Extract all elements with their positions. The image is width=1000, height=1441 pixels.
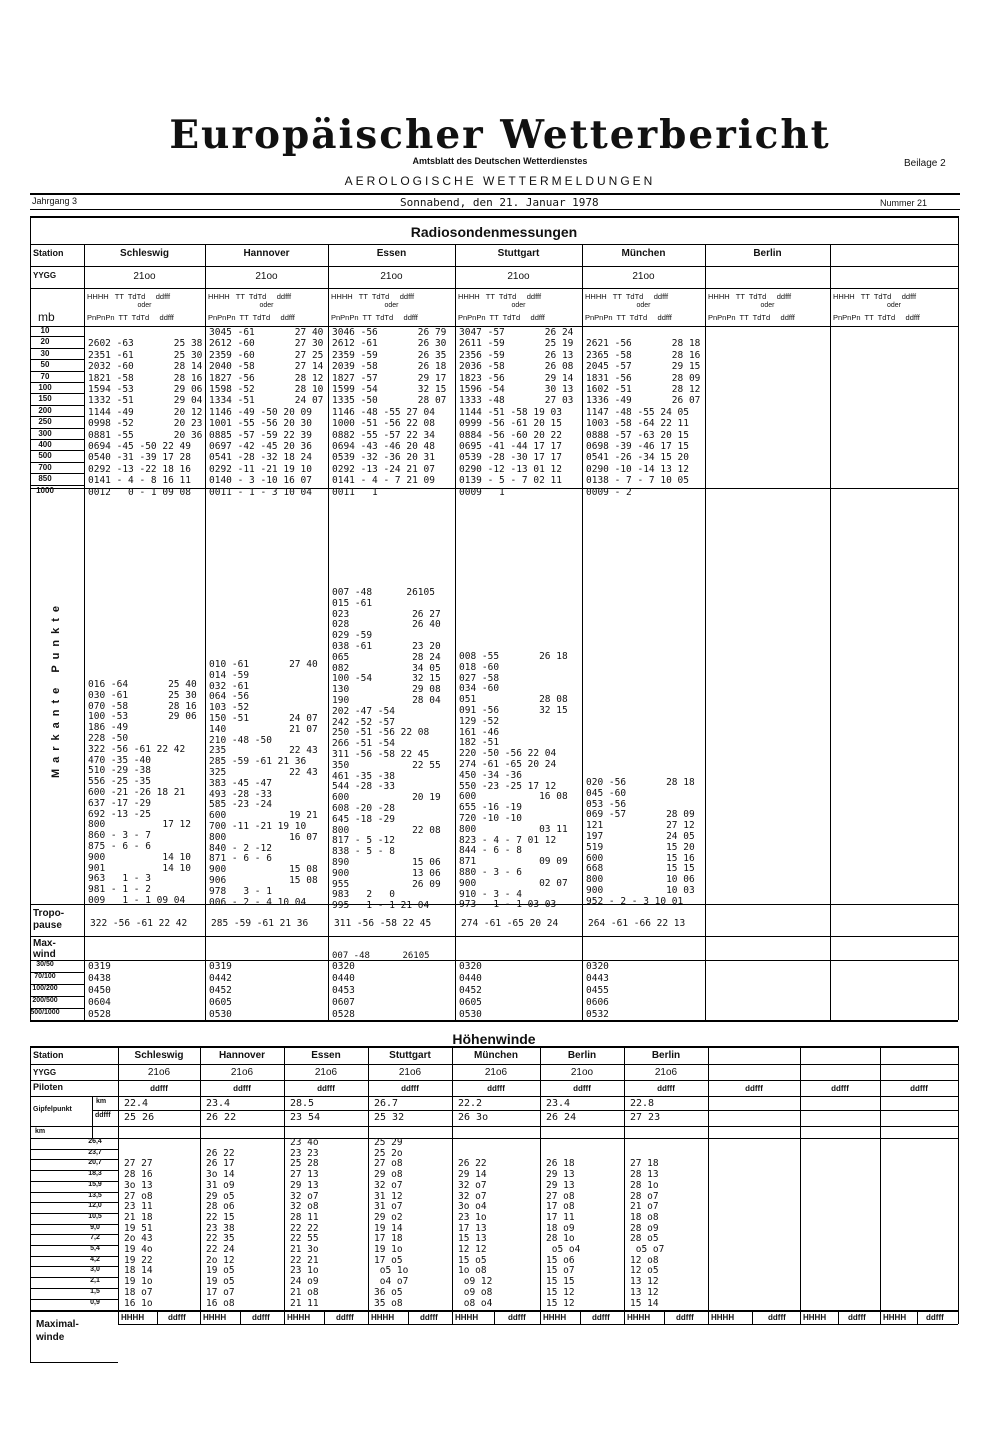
max-hhhh-head: HHHH xyxy=(455,1313,479,1322)
max-sub-line xyxy=(838,1310,839,1324)
height-wind-values: 26 22 29 14 32 o7 32 o7 3o o4 23 1o 17 13 15 13 12 12 15 o5 1o o8 o9 12 o9 o8 o8 o4 xyxy=(458,1158,493,1309)
hw-row-line xyxy=(30,1138,958,1139)
gipfel-km-value: 22.8 xyxy=(630,1098,655,1109)
maximal-winde-label: Maximal- winde xyxy=(36,1319,79,1343)
height-wind-values: 27 18 28 13 28 1o 28 o7 21 o7 18 o8 28 o9 28 o5 o5 o7 12 o8 12 o5 13 12 13 12 15 14 xyxy=(630,1158,665,1309)
wind-layer-label: 30/50 xyxy=(36,961,54,968)
max-sub-line xyxy=(917,1310,918,1324)
radio-frame-bottom xyxy=(30,1020,958,1022)
tropopause-value: 322 -56 -61 22 42 xyxy=(90,918,188,929)
upper-winds-title: Höhenwinde xyxy=(452,1031,536,1047)
column-head: PnPnPn TT TdTd ddfff xyxy=(833,313,920,322)
standard-level-values: 3045 -61 27 40 2612 -60 27 30 2359 -60 27 25 2040 -58 27 14 1827 -56 28 12 1598 -52 28 10 1334 -51 24 07 1146 -49 -50 20 09 1001 -55 -56 20 30 0885 -57 -59 22 39 0697 -42 -45 20 36 0541 -28 -32 18 24 0292 -11 -21 19 10 0140 - 3 -10 16 07 0011 - 1 - 3 10 04 xyxy=(209,327,324,498)
pressure-level: 500 xyxy=(38,451,52,461)
station-name: Stuttgart xyxy=(497,248,540,259)
piloten-ddfff-head: ddfff xyxy=(831,1084,849,1093)
km-level: 10,5 xyxy=(88,1212,102,1220)
hw-station-name: München xyxy=(474,1050,518,1061)
column-head-oder: oder xyxy=(511,302,526,309)
piloten-label: Piloten xyxy=(33,1082,64,1092)
pressure-level: 200 xyxy=(38,405,52,415)
column-head-oder: oder xyxy=(384,302,399,309)
column-head-oder: oder xyxy=(259,302,274,309)
max-hhhh-head: HHHH xyxy=(371,1313,395,1322)
wind-layer-values: 0319 0442 0452 0605 0530 xyxy=(209,961,232,1020)
max-ddfff-head: ddfff xyxy=(420,1313,438,1322)
pressure-level: 70 xyxy=(40,371,50,381)
max-ddfff-head: ddfff xyxy=(676,1313,694,1322)
radio-col-line xyxy=(205,244,206,1020)
max-hhhh-head: HHHH xyxy=(287,1313,311,1322)
radio-title: Radiosondenmessungen xyxy=(410,224,578,240)
mb-label: mb xyxy=(38,310,55,324)
km-level: 2,1 xyxy=(90,1277,100,1285)
pressure-level: 100 xyxy=(38,383,52,392)
yygg-value: 21oo xyxy=(507,271,530,282)
wind-layer-label: 100/200 xyxy=(32,985,58,992)
column-head: HHHH TT TdTd ddfff xyxy=(87,292,171,301)
column-head: PnPnPn TT TdTd ddfff xyxy=(87,313,174,322)
station-name: Berlin xyxy=(753,248,782,259)
km-level: 5,4 xyxy=(90,1245,100,1252)
wind-layer-label: 500/1000 xyxy=(30,1009,60,1016)
max-ddfff-head: ddfff xyxy=(848,1313,866,1322)
pressure-level: 150 xyxy=(38,394,52,404)
max-sub-line xyxy=(157,1310,158,1324)
radio-row-line xyxy=(30,244,958,245)
hw-sub-line xyxy=(92,1096,93,1138)
standard-level-values: 3047 -57 26 24 2611 -59 25 19 2356 -59 26 13 2036 -58 26 08 1823 -56 29 14 1596 -54 30 13 1333 -48 27 03 1144 -51 -58 19 03 0999 -56 -61 20 15 0884 -56 -60 20 22 0695 -41 -44 17 17 0539 -28 -30 17 17 0290 -12 -13 01 12 0139 - 5 - 7 02 11 0009 1 xyxy=(459,327,574,498)
radio-col-line xyxy=(455,244,456,1020)
header-rule xyxy=(30,193,960,195)
hw-station-name: Berlin xyxy=(651,1050,681,1061)
radio-frame-top xyxy=(30,216,958,218)
max-ddfff-head: ddfff xyxy=(592,1313,610,1322)
max-ddfff-head: ddfff xyxy=(168,1313,186,1322)
max-hhhh-head: HHHH xyxy=(627,1313,651,1322)
tropopause-value: 274 -61 -65 20 24 xyxy=(461,918,559,929)
piloten-ddfff-head: ddfff xyxy=(233,1084,251,1093)
hw-station-name: Schleswig xyxy=(134,1050,184,1061)
km-level: 12,0 xyxy=(88,1202,102,1210)
significant-points-label: Markante Punkte xyxy=(50,600,62,779)
gipfel-km-label: km xyxy=(96,1098,107,1105)
piloten-ddfff-head: ddfff xyxy=(317,1084,335,1093)
pressure-level: 400 xyxy=(38,440,52,449)
hw-yygg-value: 21o6 xyxy=(314,1067,338,1078)
height-wind-values: 26 18 29 13 29 13 27 o8 17 o8 17 11 18 o9 28 1o o5 o4 15 o6 15 o7 15 15 15 12 15 12 xyxy=(546,1158,581,1309)
publisher-line: Amtsblatt des Deutschen Wetterdienstes xyxy=(412,156,588,166)
column-head: HHHH TT TdTd ddfff xyxy=(331,292,415,301)
km-level: 7,2 xyxy=(90,1234,100,1242)
gipfel-ddfff-value: 25 26 xyxy=(124,1112,155,1123)
km-level: 0,9 xyxy=(90,1298,100,1306)
pressure-level: 1000 xyxy=(36,485,54,495)
hw-row-line xyxy=(30,1064,958,1065)
hw-station-name: Stuttgart xyxy=(389,1050,431,1061)
radio-frame-right xyxy=(958,216,959,1020)
header-rule-2 xyxy=(30,209,960,210)
km-level: 1,5 xyxy=(90,1287,100,1295)
column-head: PnPnPn TT TdTd ddfff xyxy=(708,313,795,322)
max-sub-line xyxy=(580,1310,581,1324)
column-head: HHHH TT TdTd ddfff xyxy=(585,292,669,301)
piloten-ddfff-head: ddfff xyxy=(487,1084,505,1093)
pressure-level: 20 xyxy=(40,337,50,347)
gipfel-km-value: 22.4 xyxy=(124,1098,149,1109)
max-ddfff-head: ddfff xyxy=(336,1313,354,1322)
yygg-value: 21oo xyxy=(632,271,655,282)
piloten-ddfff-head: ddfff xyxy=(910,1084,928,1093)
yygg-value: 21oo xyxy=(380,271,403,282)
hw-row-line xyxy=(118,1324,958,1325)
issue-date: Sonnabend, den 21. Januar 1978 xyxy=(400,196,599,209)
radio-row-line xyxy=(30,960,958,961)
km-level: 26,4 xyxy=(88,1138,102,1145)
km-level: 15,9 xyxy=(88,1180,102,1188)
gipfel-ddfff-value: 26 24 xyxy=(546,1112,577,1123)
hw-station-name: Essen xyxy=(311,1050,341,1061)
yygg-value: 21oo xyxy=(255,271,278,282)
km-level: 18,3 xyxy=(88,1170,102,1178)
hw-row-line xyxy=(30,1080,958,1081)
radio-col-line xyxy=(705,244,706,1020)
km-level: 3,0 xyxy=(90,1266,100,1274)
max-ddfff-head: ddfff xyxy=(252,1313,270,1322)
km-level: 9,0 xyxy=(90,1223,100,1231)
column-head-oder: oder xyxy=(636,302,651,309)
hw-yygg-value: 21o6 xyxy=(147,1067,171,1078)
gipfel-ddfff-value: 27 23 xyxy=(630,1112,661,1123)
max-hhhh-head: HHHH xyxy=(803,1313,827,1322)
max-sub-line xyxy=(752,1310,753,1324)
max-sub-line xyxy=(664,1310,665,1324)
km-header-label: km xyxy=(35,1128,46,1135)
hw-yygg-value: 21o6 xyxy=(230,1067,254,1078)
max-hhhh-head: HHHH xyxy=(711,1313,735,1322)
column-head: PnPnPn TT TdTd ddfff xyxy=(458,313,545,322)
station-name: Essen xyxy=(376,248,407,259)
radio-row-line xyxy=(30,266,958,267)
km-level: 20,7 xyxy=(88,1159,102,1167)
height-wind-values: 25 29 25 2o 27 o8 29 o8 32 o7 31 12 31 o7 29 o2 19 14 17 18 19 1o 17 o5 o5 1o o4 o7 36 o5 35 o8 xyxy=(374,1137,409,1309)
standard-level-values: 2621 -56 28 18 2365 -58 28 16 2045 -57 29 15 1831 -56 28 09 1602 -51 28 12 1336 -49 26 07 1147 -48 -55 24 05 1003 -58 -64 22 11 0888 -57 -63 20 15 0698 -39 -46 17 15 0541 -26 -34 15 20 0290 -10 -14 13 12 0138 - 7 - 7 10 05 0009 - 2 xyxy=(586,338,701,498)
station-label: Station xyxy=(33,248,64,258)
wind-layer-label: 200/500 xyxy=(32,997,58,1004)
standard-level-values: 3046 -56 26 79 2612 -61 26 30 2359 -59 26 35 2039 -58 26 18 1827 -57 29 17 1599 -54 32 15 1335 -50 28 07 1146 -48 -55 27 04 1000 -51 -56 22 08 0882 -55 -57 22 34 0694 -43 -46 20 48 0539 -32 -36 20 31 0292 -13 -24 21 07 0141 - 4 - 7 21 09 0011 1 xyxy=(332,327,447,498)
column-head: HHHH TT TdTd ddfff xyxy=(208,292,292,301)
max-hhhh-head: HHHH xyxy=(121,1313,145,1322)
hw-yygg-value: 21o6 xyxy=(398,1067,422,1078)
significant-levels: 010 -61 27 40 014 -59 032 -61 064 -56 103 -52 150 -51 24 07 140 21 07 210 -48 -50 235 22 43 285 -59 -61 21 36 325 22 43 383 -45 -47 493 -28 -33 585 -23 -24 600 19 21 700 -11 -21 19 10 800 16 07 840 - 2 -12 871 - 6 - 6 900 15 08 906 15 08 978 3 - 1 006 - 2 - 4 10 04 xyxy=(209,659,318,908)
hw-station-label: Station xyxy=(33,1050,64,1060)
station-name: Schleswig xyxy=(120,248,169,259)
hw-frame-left xyxy=(30,1046,31,1362)
piloten-ddfff-head: ddfff xyxy=(745,1084,763,1093)
km-level: 4,2 xyxy=(90,1255,100,1263)
tropopause-value: 285 -59 -61 21 36 xyxy=(211,918,309,929)
hw-station-name: Hannover xyxy=(218,1050,266,1061)
gipfel-label: Gipfelpunkt xyxy=(33,1106,72,1113)
hw-row-line xyxy=(30,1096,958,1097)
wind-layer-values: 0320 0440 0452 0605 0530 xyxy=(459,961,482,1020)
gipfel-ddfff-value: 23 54 xyxy=(290,1112,321,1123)
hw-frame-top xyxy=(30,1046,958,1048)
radio-col-line xyxy=(84,244,85,1020)
piloten-ddfff-head: ddfff xyxy=(657,1084,675,1093)
significant-levels: 020 -56 28 18 045 -60 053 -56 069 -57 28 09 121 27 12 197 24 05 519 15 20 600 15 16 668 15 15 800 10 06 900 10 03 952 - 2 - 3 10 01 xyxy=(586,777,695,907)
gipfel-km-value: 23.4 xyxy=(546,1098,571,1109)
radio-col-line xyxy=(328,244,329,1020)
gipfel-ddfff-value: 25 32 xyxy=(374,1112,405,1123)
radio-col-line xyxy=(582,244,583,1020)
column-head: PnPnPn TT TdTd ddfff xyxy=(331,313,418,322)
max-hhhh-head: HHHH xyxy=(543,1313,567,1322)
significant-levels: 008 -55 26 18 018 -60 027 -58 034 -60 051 28 08 091 -56 32 15 129 -52 161 -46 182 -51 220 -50 -56 22 04 274 -61 -65 20 24 450 -34 -36 550 -23 -25 17 12 600 16 08 655 -16 -19 720 -10 -10 800 03 11 823 - 4 - 7 01 12 844 - 6 - 8 871 09 09 880 - 3 - 6 900 02 07 910 - 3 - 4 973 1 - 1 03 03 xyxy=(459,651,568,911)
max-sub-line xyxy=(240,1310,241,1324)
wind-layer-values: 0320 0443 0455 0606 0532 xyxy=(586,961,609,1020)
yygg-label: YYGG xyxy=(33,271,57,280)
piloten-ddfff-head: ddfff xyxy=(401,1084,419,1093)
gipfel-km-value: 28.5 xyxy=(290,1098,315,1109)
section-title: AEROLOGISCHE WETTERMELDUNGEN xyxy=(344,174,656,188)
standard-level-values: 2602 -63 25 38 2351 -61 25 30 2032 -60 28 14 1821 -58 28 16 1594 -53 29 06 1332 -51 29 04 1144 -49 20 12 0998 -52 20 23 0881 -55 20 36 0694 -45 -50 22 49 0540 -31 -39 17 28 0292 -13 -22 18 16 0141 - 4 - 8 16 11 0012 0 - 1 09 08 xyxy=(88,338,203,498)
pressure-level: 850 xyxy=(38,474,52,484)
hw-yygg-value: 21o6 xyxy=(484,1067,508,1078)
max-ddfff-head: ddfff xyxy=(768,1313,786,1322)
height-wind-values: 27 27 28 16 3o 13 27 o8 23 11 21 18 19 51 2o 43 19 4o 19 22 18 14 19 1o 18 o7 16 1o xyxy=(124,1158,153,1309)
gipfel-km-value: 23.4 xyxy=(206,1098,231,1109)
piloten-ddfff-head: ddfff xyxy=(150,1084,168,1093)
gipfel-km-value: 22.2 xyxy=(458,1098,483,1109)
hw-yygg-value: 21oo xyxy=(570,1067,594,1078)
tropopause-label: Tropo- pause xyxy=(33,908,65,931)
radio-row-line xyxy=(30,288,958,289)
hw-yygg-value: 21o6 xyxy=(654,1067,678,1078)
pressure-level: 300 xyxy=(38,428,52,438)
hw-frame-right xyxy=(958,1046,959,1324)
km-level: 13,5 xyxy=(88,1191,102,1199)
radio-col-line xyxy=(830,244,831,1020)
max-sub-line xyxy=(494,1310,495,1324)
gipfel-ddfff-value: 26 3o xyxy=(458,1112,489,1123)
station-name: München xyxy=(621,248,666,259)
supplement-label: Beilage 2 xyxy=(904,158,946,169)
station-name: Hannover xyxy=(243,248,290,259)
height-wind-values: 23 4o 23 23 25 28 27 13 29 13 32 o7 32 o8 28 11 22 22 22 55 21 3o 22 21 23 1o 24 o9 21 o8 21 11 xyxy=(290,1137,319,1309)
wind-layer-label: 70/100 xyxy=(34,973,56,980)
gipfel-ddfff-value: 26 22 xyxy=(206,1112,237,1123)
gipfel-km-value: 26.7 xyxy=(374,1098,399,1109)
pressure-level: 50 xyxy=(40,360,50,370)
piloten-ddfff-head: ddfff xyxy=(573,1084,591,1093)
max-ddfff-head: ddfff xyxy=(926,1313,944,1322)
km-level: 23,7 xyxy=(88,1148,102,1156)
page-title: Europäischer Wetterbericht xyxy=(169,112,831,158)
tropopause-value: 264 -61 -66 22 13 xyxy=(588,918,686,929)
column-head: PnPnPn TT TdTd ddfff xyxy=(585,313,672,322)
volume-label: Jahrgang 3 xyxy=(32,196,78,206)
wind-layer-values: 0320 0440 0453 0607 0528 xyxy=(332,961,355,1020)
maxwind-value: 007 -48 26105 xyxy=(332,951,430,961)
column-head: PnPnPn TT TdTd ddfff xyxy=(208,313,295,322)
pressure-level: 700 xyxy=(38,462,52,472)
max-hhhh-head: HHHH xyxy=(203,1313,227,1322)
height-wind-values: 26 22 26 17 3o 14 31 o9 29 o5 28 o6 22 15 23 38 22 35 22 24 2o 12 19 o5 19 o5 17 o7 16 o8 xyxy=(206,1147,235,1309)
maxwind-label: Max- wind xyxy=(33,938,56,960)
max-sub-line xyxy=(324,1310,325,1324)
column-head: HHHH TT TdTd ddfff xyxy=(458,292,542,301)
pressure-level: 10 xyxy=(40,326,50,335)
hw-yygg-label: YYGG xyxy=(33,1068,57,1077)
max-ddfff-head: ddfff xyxy=(508,1313,526,1322)
column-head: HHHH TT TdTd ddfff xyxy=(833,292,917,301)
column-head-oder: oder xyxy=(886,302,901,309)
pressure-level: 250 xyxy=(38,417,52,427)
wind-layer-values: 0319 0438 0450 0604 0528 xyxy=(88,961,111,1020)
hw-row-line xyxy=(30,1126,958,1127)
hw-frame-bottom xyxy=(30,1362,118,1363)
hw-station-name: Berlin xyxy=(567,1050,597,1061)
column-head: HHHH TT TdTd ddfff xyxy=(708,292,792,301)
significant-levels: 016 -64 25 40 030 -61 25 30 070 -58 28 16 100 -53 29 06 186 -49 228 -50 322 -56 -61 22 42 470 -35 -40 510 -29 -38 556 -25 -35 600 -21 -26 18 21 637 -17 -29 692 -13 -25 800 17 12 860 - 3 - 7 875 - 6 - 6 900 14 10 901 14 10 963 1 - 3 981 - 1 - 2 009 1 - 1 09 04 xyxy=(88,679,197,906)
column-head-oder: oder xyxy=(760,302,775,309)
gipfel-ddfff-label: ddfff xyxy=(95,1112,111,1119)
column-head-oder: oder xyxy=(137,302,152,309)
max-sub-line xyxy=(408,1310,409,1324)
tropopause-value: 311 -56 -58 22 45 xyxy=(334,918,432,929)
significant-levels: 007 -48 26105 015 -61 023 26 27 028 26 40 029 -59 038 -61 23 20 065 28 24 082 34 05 100 -54 32 15 130 29 08 190 28 04 202 -47 -54 242 -52 -57 250 -51 -56 22 08 266 -51 -54 311 -56 -58 22 45 350 22 55 461 -35 -38 544 -28 -33 600 20 19 608 -20 -28 645 -18 -29 800 22 08 817 - 5 -12 838 - 5 - 8 890 15 06 900 13 06 955 26 09 983 2 0 995 1 - 1 21 04 xyxy=(332,587,441,912)
issue-number: Nummer 21 xyxy=(880,198,928,208)
radio-row-line xyxy=(30,936,958,937)
max-hhhh-head: HHHH xyxy=(883,1313,907,1322)
pressure-level: 30 xyxy=(40,348,50,358)
yygg-value: 21oo xyxy=(133,271,156,282)
